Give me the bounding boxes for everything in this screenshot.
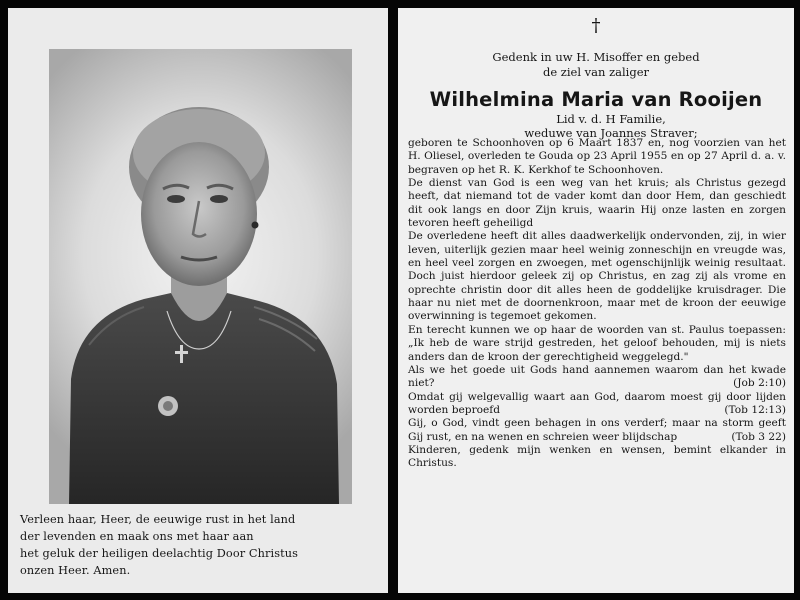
memorial-text xyxy=(408,137,786,471)
quote-tob-1 xyxy=(408,391,786,418)
closing-paragraph: Kinderen, gedenk mijn wenken en wensen, bemint elkander in Christus. xyxy=(408,443,786,470)
heading-line-1: Gedenk in uw H. Misoffer en gebed xyxy=(492,50,700,64)
heading-line-2: de ziel van zaliger xyxy=(542,65,650,79)
left-card xyxy=(8,8,388,593)
prayer-line: onzen Heer. Amen. xyxy=(20,564,131,577)
right-card xyxy=(398,8,794,593)
prayer-line: Verleen haar, Heer, de eeuwige rust in het land xyxy=(20,513,296,526)
deceased-name: Wilhelmina Maria van Rooijen xyxy=(429,88,763,111)
quote-reference: (Job 2:10) xyxy=(733,377,786,390)
quote-text: Als we het goede uit Gods hand aannemen waarom dan het kwade niet? xyxy=(408,363,786,390)
reflection-paragraph: De dienst van God is een weg van het kruis; als Christus gezegd heeft, dat niemand tot de vader komt dan door Hem, dan geschiedt dit ook langs en door Zijn kruis, waarin Hij onze lasten en zorgen tevoren heeft geheiligd xyxy=(408,177,786,230)
biography-paragraph: geboren te Schoonhoven op 6 Maart 1837 en, nog voorzien van het H. Oliesel, overleden te Gouda op 23 April 1955 en op 27 April d. a. v. begraven op het R. K. Kerkhof te Schoonhoven. xyxy=(408,137,786,176)
quote-job xyxy=(408,364,786,391)
prayer-line: der levenden en maak ons met haar aan xyxy=(20,530,254,543)
quote-reference: (Tob 12:13) xyxy=(724,403,786,416)
prayer-text xyxy=(20,511,380,579)
cross-icon: † xyxy=(591,15,601,36)
paulus-paragraph: En terecht kunnen we op haar de woorden van st. Paulus toepassen: „Ik heb de ware strijd gestreden, het geloof behouden, mij is niets anders dan de kroon der gerechtigheid weggelegd." xyxy=(408,323,786,363)
prayer-line: het geluk der heiligen deelachtig Door Christus xyxy=(20,547,299,560)
quote-text: Gij, o God, vindt geen behagen in ons verderf; maar na storm geeft Gij rust, en na wenen en schreien weer blijdschap xyxy=(408,417,786,443)
widow-line: weduwe van Joannes Straver; xyxy=(524,126,698,140)
quote-text: Omdat gij welgevallig waart aan God, daarom moest gij door lijden worden beproefd xyxy=(408,390,786,416)
portrait-photo xyxy=(49,49,352,504)
quote-tob-2 xyxy=(408,417,786,444)
membership-line: Lid v. d. H Familie, xyxy=(556,112,666,126)
portrait-figure xyxy=(49,49,352,504)
life-paragraph: De overledene heeft dit alles daadwerkelijk ondervonden, zij, in wier leven, uiterlijk gezien maar heel weinig zonneschijn en vreugde was, en heel veel zorgen en zwoegen, met ogenschijnlijk weinig resultaat. Doch juist hierdoor geleek zij op Christus, en zag zij als vrome en oprechte christin door dit alles heen de goddelijke kruisdrager. Die haar nu niet met de doornenkroon, maar met de kroon der eeuwige overwinning is tegemoet gekomen. xyxy=(408,230,786,323)
quote-reference: (Tob 3 22) xyxy=(731,430,786,443)
